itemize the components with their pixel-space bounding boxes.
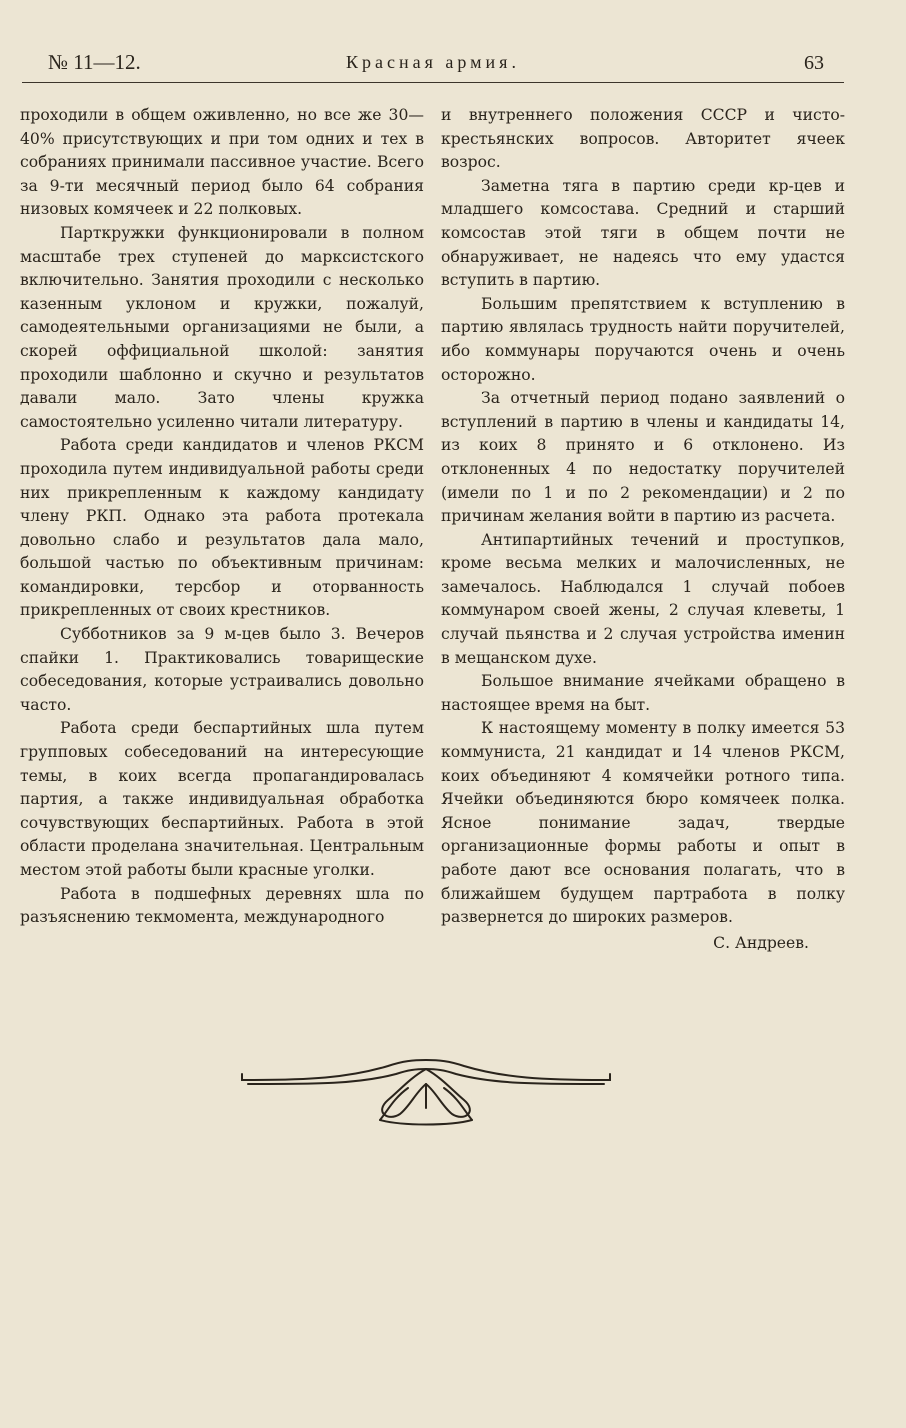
right-column [441, 104, 845, 955]
paragraph: За отчетный период подано заявлений о вступлений в партию в члены и кандидаты 14, из коих 8 принято и 6 отклонено. Из отклоненных 4 по недостатку поручителей (имели по 1 и по 2 рекомендации) и 2 по причинам желания войти в партию из расчета. [441, 389, 845, 526]
paragraph: Заметна тяга в партию среди кр-цев и младшего комсостава. Средний и старший комсостав этой тяги в общем почти не обнаруживает, не надеясь что ему удастся вступить в партию. [441, 176, 845, 290]
author-signature: С. Андреев. [713, 933, 809, 952]
paragraph: проходили в общем оживленно, но все же 30—40% присутствующих и при том одних и тех в собраниях принимали пассивное участие. Всего за 9-ти месячный период было 64 собрания низовых комячеек и 22 полковых. [20, 106, 424, 219]
art-nouveau-divider-ornament-icon [238, 1048, 614, 1128]
paragraph: Антипартийных течений и проступков, кроме весьма мелких и малочисленных, не замечалось. Наблюдался 1 случай побоев коммунаром своей жены, 2 случая клеветы, 1 случай пьянства и 2 случая устройства именин в мещанском духе. [441, 530, 845, 667]
paragraph: Работа среди кандидатов и членов РКСМ проходила путем индивидуальной работы среди них прикрепленным к каждому кандидату члену РКП. Однако эта работа протекала довольно слабо и результатов дала мало, большой частью по объективным причинам: командировки, терсбор и оторванность прикрепленных от своих крестников. [20, 436, 424, 620]
left-column [20, 104, 424, 930]
running-header [22, 50, 844, 82]
paragraph: Парткружки функционировали в полном масштабе трех ступеней до марксистского включительно. Занятия проходили с несколько казенным уклоном и кружки, пожалуй, самодеятельными организациями не были, а скорей оффициальной школой: занятия проходили шаблонно и скучно и результатов давали мало. Зато члены кружка самостоятельно усиленно читали литературу. [20, 223, 424, 431]
paragraph: К настоящему моменту в полку имеется 53 коммуниста, 21 кандидат и 14 членов РКСМ, коих объединяют 4 комячейки ротного типа. Ячейки объединяются бюро комячеек полка. Ясное понимание задач, твердые организационные формы работы и опыт в работе дают все основания полагать, что в ближайшем будущем партработа в полку развернется до широких размеров. [441, 719, 845, 927]
paragraph: Работа среди беспартийных шла путем групповых собеседований на интересующие темы, в коих всегда пропагандировалась партия, а также индивидуальная обработка сочувствующих беспартийных. Работа в этой области проделана значительная. Центральным местом этой работы были красные уголки. [20, 719, 424, 879]
header-rule [22, 82, 844, 83]
paragraph: Работа в подшефных деревнях шла по разъяснению текмомента, международного [20, 884, 424, 927]
journal-title: Красная армия. [346, 52, 520, 72]
paragraph: Большое внимание ячейками обращено в настоящее время на быт. [441, 672, 845, 714]
page-number: 63 [804, 52, 824, 74]
paragraph: Субботников за 9 м-цев было 3. Вечеров спайки 1. Практиковались товарищеские собеседования, которые устраивались довольно часто. [20, 625, 424, 714]
paragraph: Большим препятствием к вступлению в партию являлась трудность найти поручителей, ибо коммунары поручаются очень и очень осторожно. [441, 294, 845, 384]
paragraph: и внутреннего положения СССР и чисто-крестьянских вопросов. Авторитет ячеек возрос. [441, 106, 845, 172]
issue-number: № 11—12. [48, 50, 141, 74]
